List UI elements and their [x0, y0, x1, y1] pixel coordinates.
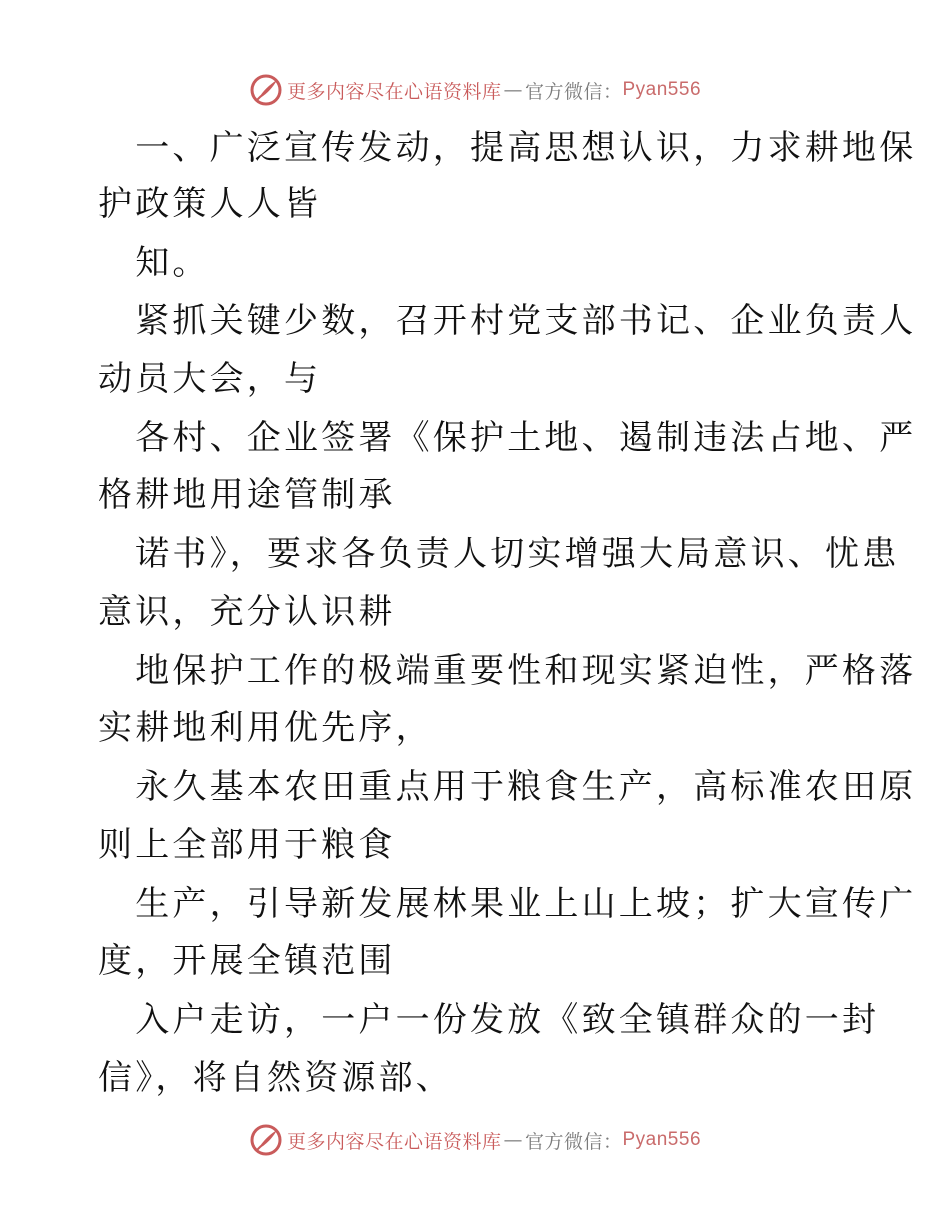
body-line: 紧抓关键少数，召开村党支部书记、企业负责人: [98, 301, 917, 341]
watermark-wechat-label: 官方微信：: [524, 1130, 623, 1153]
body-line: 动员大会，与: [98, 359, 322, 399]
feather-pen-icon: [249, 1123, 283, 1157]
watermark-site-text: 更多内容尽在心语资料库: [286, 1130, 502, 1153]
body-line: 格耕地用途管制承: [98, 475, 396, 515]
footer-watermark: [0, 1120, 950, 1160]
watermark-site-text: 更多内容尽在心语资料库: [286, 80, 502, 103]
watermark-wechat-id: Pyan556: [622, 79, 702, 100]
body-line: 信》，将自然资源部、: [98, 1058, 453, 1098]
body-line: 意识，充分认识耕: [98, 592, 396, 632]
body-line: 各村、企业签署《保护土地、遏制违法占地、严: [98, 418, 917, 458]
watermark-wechat-label: 官方微信：: [524, 80, 623, 103]
body-line: 入户走访，一户一份发放《致全镇群众的一封: [98, 1000, 880, 1040]
body-line: 永久基本农田重点用于粮食生产，高标准农田原: [98, 767, 917, 807]
header-watermark: [0, 70, 950, 110]
body-line: 护政策人人皆: [98, 184, 322, 224]
body-line: 诺书》，要求各负责人切实增强大局意识、忧患: [98, 534, 900, 574]
body-line: 则上全部用于粮食: [98, 825, 396, 865]
watermark-separator: —: [503, 1129, 523, 1151]
body-line: 一、广泛宣传发动，提高思想认识，力求耕地保: [98, 128, 917, 168]
body-line: 地保护工作的极端重要性和现实紧迫性，严格落: [98, 651, 917, 691]
body-line: 知。: [98, 243, 210, 283]
body-line: 实耕地利用优先序，: [98, 708, 433, 748]
body-line: 度，开展全镇范围: [98, 941, 396, 981]
feather-pen-icon: [249, 73, 283, 107]
watermark-separator: —: [503, 79, 523, 101]
body-line: 生产，引导新发展林果业上山上坡；扩大宣传广: [98, 884, 917, 924]
watermark-wechat-id: Pyan556: [622, 1129, 702, 1150]
